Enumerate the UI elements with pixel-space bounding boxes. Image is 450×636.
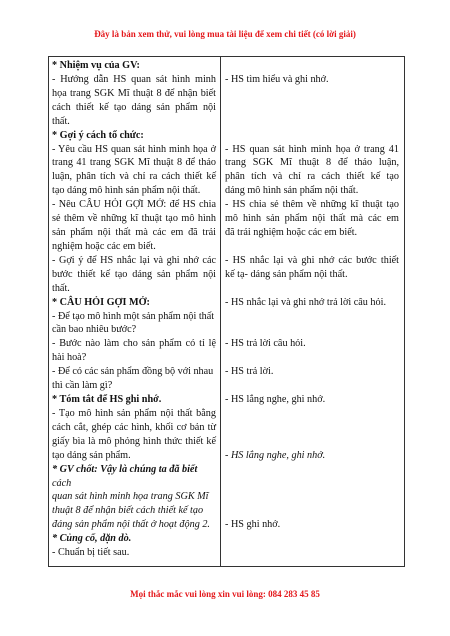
text-line: nghiệm hoặc các em biết. bbox=[52, 240, 156, 252]
text-line: tạo dáng mô hình sản phẩm nội thất. bbox=[52, 185, 201, 197]
text-line: - HS chia sẻ thêm về những kĩ thuật tạo bbox=[225, 199, 399, 211]
text-line: - HS trả lời câu hỏi. bbox=[225, 338, 306, 350]
text-line: - HS ghi nhớ. bbox=[225, 519, 281, 531]
text-line: thất. bbox=[52, 282, 70, 294]
preview-notice-banner: Đây là bản xem thử, vui lòng mua tài liệu để xem chi tiết (có lời giải) bbox=[94, 29, 356, 39]
text-line: - HS trả lời. bbox=[225, 366, 274, 378]
table-row bbox=[49, 57, 405, 567]
text-line: - Chuẩn bị tiết sau. bbox=[52, 547, 130, 559]
text-line: - Yêu cầu HS quan sát hình minh họa ở bbox=[52, 143, 216, 155]
text-line: dáng mô hình sản phẩm nội thất. bbox=[225, 185, 359, 197]
text-line: - HS nhắc lại và ghi nhớ các bước thiết bbox=[225, 254, 399, 266]
text-line: - Hướng dẫn HS quan sát hình minh bbox=[52, 73, 216, 85]
text-line: trang 41 trang SGK Mĩ thuật 8 để thảo bbox=[52, 157, 216, 169]
text-line: sản phẩm nội thất mà các em đã trải bbox=[52, 227, 216, 238]
text-line: - HS tìm hiểu và ghi nhớ. bbox=[225, 73, 329, 85]
text-line: bước thiết kế tạo dáng sản phẩm nội bbox=[52, 268, 216, 280]
text-line: quan sát hình minh họa trang SGK Mĩ bbox=[52, 491, 209, 503]
text-line: * Củng cố, dặn dò. bbox=[52, 533, 132, 545]
text-line: thất. bbox=[52, 115, 70, 127]
teacher-activity-cell bbox=[49, 57, 221, 567]
text-line: thuật 8 để nhận biết cách thiết kế tạo bbox=[52, 505, 204, 517]
text-line: - Bước nào làm cho sản phẩm có tỉ lệ bbox=[52, 338, 216, 350]
text-line: hài hoà? bbox=[52, 352, 87, 364]
text-line: - Để tạo mô hình một sản phẩm nội thất bbox=[52, 310, 215, 322]
text-line: đáng sản phẩm nội thất ở hoạt động 2. bbox=[52, 519, 210, 531]
text-line: tạo dáng sản phẩm. bbox=[52, 449, 131, 461]
text-line: * Gợi ý cách tổ chức: bbox=[52, 129, 144, 141]
text-line: - Gợi ý để HS nhắc lại và ghi nhớ các bbox=[52, 254, 216, 266]
lesson-plan-table bbox=[48, 56, 405, 567]
text-line: phân tích và chỉ ra cách thiết kế tạo bbox=[225, 171, 399, 183]
text-line: * Nhiệm vụ của GV: bbox=[52, 60, 140, 71]
text-line: đã trải nghiệm hoặc các em biết. bbox=[225, 227, 358, 238]
text-line: cách cắt, ghép các hình, khối cơ bản từ bbox=[52, 421, 216, 433]
text-line: - HS lắng nghe, ghi nhớ. bbox=[225, 394, 326, 405]
text-line: - HS lắng nghe, ghi nhớ. bbox=[225, 449, 326, 461]
text-line: mô hình sản phẩm nội thất mà các em bbox=[225, 213, 399, 225]
text-line: trang SGK Mĩ thuật 8 để thảo luận, bbox=[225, 157, 399, 169]
text-line: * Tóm tắt để HS ghi nhớ. bbox=[52, 394, 162, 405]
text-line: cần bao nhiêu bước? bbox=[52, 324, 137, 336]
text-line: thì cần làm gì? bbox=[52, 380, 113, 392]
text-line: - HS quan sát hình minh họa ở trang 41 bbox=[225, 143, 399, 155]
text-line: - Nêu CÂU HỎI GỢI MỞ: để HS chia bbox=[52, 199, 216, 211]
text-line: * CÂU HỎI GỢI MỞ: bbox=[52, 296, 150, 308]
text-line: cách bbox=[52, 477, 72, 489]
text-line: * GV chốt: Vậy là chúng ta đã biết bbox=[52, 463, 198, 475]
text-line: giấy bìa là mô phỏng hình thức thiết kế bbox=[52, 435, 216, 447]
contact-footer-banner: Mọi thắc mắc vui lòng xin vui lòng: 084 283 45 85 bbox=[130, 589, 320, 599]
text-line: - Để có các sản phẩm đồng bộ với nhau bbox=[52, 366, 214, 378]
text-line: - HS nhắc lại và ghi nhớ trả lời câu hỏi. bbox=[225, 296, 387, 308]
text-line: họa trang SGK Mĩ thuật 8 để nhận biết bbox=[52, 87, 216, 99]
student-activity-cell bbox=[221, 57, 405, 567]
text-line: kế tạ- dáng sản phẩm nội thất. bbox=[225, 268, 348, 280]
text-line: luận, phân tích và chỉ ra cách thiết kế bbox=[52, 171, 216, 183]
text-line: - Tạo mô hình sản phẩm nội thất bằng bbox=[52, 407, 216, 419]
text-line: cách thiết kế tạo dáng sản phẩm nội bbox=[52, 101, 216, 113]
text-line: sẻ thêm về những kĩ thuật tạo mô hình bbox=[52, 213, 216, 225]
